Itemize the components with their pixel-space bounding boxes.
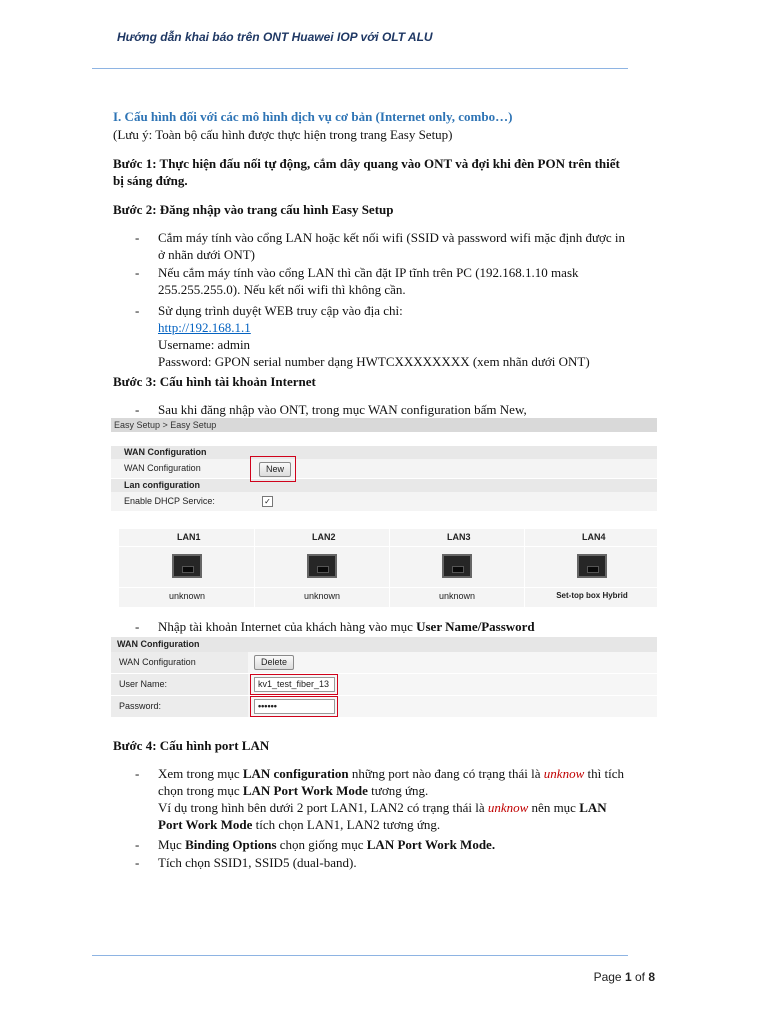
page-number: Page 1 of 8	[593, 970, 655, 984]
wan-config-row: WAN Configuration New	[111, 459, 657, 479]
password-row: Password: ••••••	[111, 696, 657, 718]
step2-heading: Bước 2: Đăng nhập vào trang cấu hình Easy Setup	[113, 202, 394, 217]
password-input[interactable]: ••••••	[254, 699, 335, 714]
step3-heading: Bước 3: Cấu hình tài khoản Internet	[113, 374, 316, 389]
easy-setup-screenshot	[111, 418, 657, 608]
delete-button[interactable]: Delete	[254, 655, 294, 670]
step1-heading: Bước 1: Thực hiện đấu nối tự động, cắm dây quang vào ONT và đợi khi đèn PON trên thiết bị sáng đứng.	[113, 156, 620, 188]
wan-config-group: WAN Configuration	[111, 637, 657, 652]
dhcp-row: Enable DHCP Service: ✓	[111, 492, 657, 512]
list-item: - Nhập tài khoản Internet của khách hàng vào mục User Name/Password	[135, 619, 535, 634]
new-button[interactable]: New	[259, 462, 291, 477]
wan-config-screenshot	[111, 637, 657, 722]
lan2-status: unknown	[303, 591, 341, 601]
header-rule	[92, 68, 628, 69]
list-item: - Nếu cắm máy tính vào cổng LAN thì cần đặt IP tĩnh trên PC (192.168.1.10 mask 255.255.255.0). Nếu kết nối wifi thì không cần.	[135, 265, 579, 297]
lan3-status: unknown	[438, 591, 476, 601]
section-title: I. Cấu hình đối với các mô hình dịch vụ cơ bản (Internet only, combo…)	[113, 109, 513, 124]
ethernet-port-icon	[172, 554, 202, 578]
document-header: Hướng dẫn khai báo trên ONT Huawei IOP với OLT ALU	[117, 30, 433, 44]
username-input[interactable]: kv1_test_fiber_13	[254, 677, 335, 692]
highlight-box	[250, 456, 296, 482]
lan1-status: unknown	[168, 591, 206, 601]
list-item: - Cắm máy tính vào cổng LAN hoặc kết nối wifi (SSID và password wifi mặc định được in ở nhãn dưới ONT)	[135, 230, 626, 262]
highlight-box	[250, 696, 338, 717]
lan3-label: LAN3	[447, 532, 471, 542]
list-item: - Sau khi đăng nhập vào ONT, trong mục WAN configuration bấm New,	[135, 402, 527, 417]
dhcp-checkbox[interactable]: ✓	[262, 496, 273, 507]
wan-config-row: WAN Configuration Delete	[111, 652, 657, 674]
highlight-box	[250, 674, 338, 695]
list-item: - Mục Binding Options chọn giống mục LAN Port Work Mode.	[135, 837, 496, 852]
lan2-label: LAN2	[312, 532, 336, 542]
breadcrumb: Easy Setup > Easy Setup	[111, 418, 657, 432]
lan-ports-panel	[119, 529, 657, 607]
step4-heading: Bước 4: Cấu hình port LAN	[113, 738, 270, 753]
router-address-link[interactable]: http://192.168.1.1	[158, 320, 251, 335]
section-note: (Lưu ý: Toàn bộ cấu hình được thực hiện trong trang Easy Setup)	[113, 127, 453, 142]
list-item: - Tích chọn SSID1, SSID5 (dual-band).	[135, 855, 357, 870]
lan4-label: LAN4	[582, 532, 606, 542]
lan4-status: Set-top box Hybrid	[556, 591, 628, 600]
list-item: - Xem trong mục LAN configuration những port nào đang có trạng thái là unknow thì tích chọn trong mục LAN Port Work Mode tương ứng. Ví dụ trong hình bên dưới 2 port LAN1, LAN2 có trạng thái là unknow nên mục LAN Port Work Mode tích chọn LAN1, LAN2 tương ứng.	[135, 766, 624, 832]
footer-rule	[92, 955, 628, 956]
lan1-label: LAN1	[177, 532, 201, 542]
ethernet-port-icon	[442, 554, 472, 578]
ethernet-port-icon	[577, 554, 607, 578]
ethernet-port-icon	[307, 554, 337, 578]
list-item: - Sử dụng trình duyệt WEB truy cập vào địa chỉ: http://192.168.1.1 Username: admin Password: GPON serial number dạng HWTCXXXXXXXX (xem nhãn dưới ONT)	[135, 303, 590, 369]
username-row: User Name: kv1_test_fiber_13	[111, 674, 657, 696]
lan-config-group: Lan configuration	[111, 479, 657, 492]
wan-config-group: WAN Configuration	[111, 446, 657, 459]
